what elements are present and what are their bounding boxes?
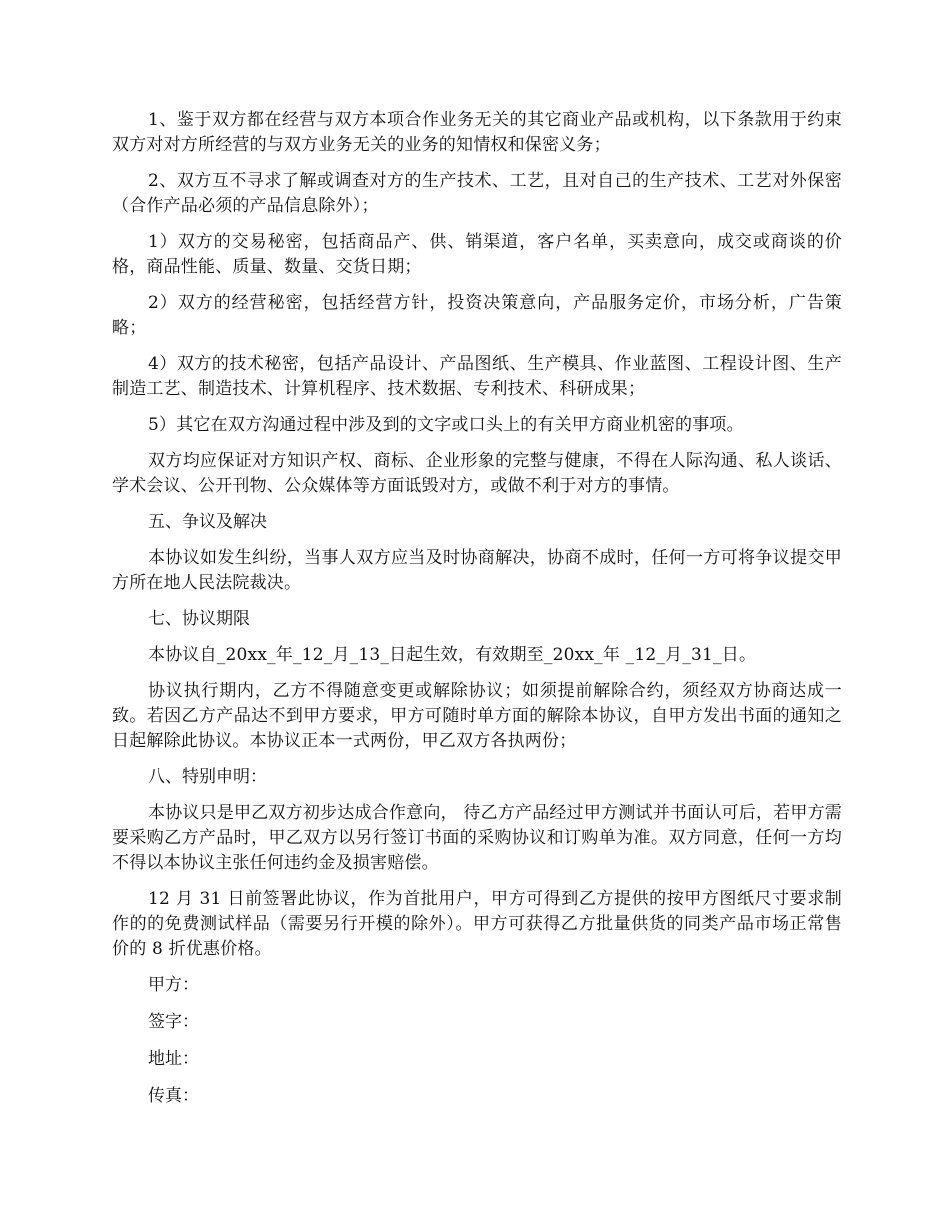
paragraph-technical-secrets: 4）双方的技术秘密，包括产品设计、产品图纸、生产模具、作业蓝图、工程设计图、生产制造工艺、制造技术、计算机程序、技术数据、专利技术、科研成果； bbox=[112, 354, 842, 399]
section-7-text-1: 本协议自_20xx_年_12_月_13_日起生效，有效期至_20xx_年 _12_月_31_日。 bbox=[148, 645, 757, 665]
section-7-title: 七、协议期限 bbox=[148, 609, 250, 629]
paragraph-other-secrets: 5）其它在双方沟通过程中涉及到的文字或口头上的有关甲方商业机密的事项。 bbox=[148, 415, 744, 435]
section-7-text-2: 协议执行期内，乙方不得随意变更或解除协议；如须提前解除合约，须经双方协商达成一致。若因乙方产品达不到甲方要求，甲方可随时单方面的解除本协议，自甲方发出书面的通知之日起解除此协议。本协议正本一式两份，甲乙双方各执两份； bbox=[112, 681, 842, 751]
section-8-text-1: 本协议只是甲乙双方初步达成合作意向， 待乙方产品经过甲方测试并书面认可后，若甲方需要采购乙方产品时，甲乙双方以另行签订书面的采购协议和订购单为准。双方同意，任何一方均不得以本协议主张任何违约金及损害赔偿。 bbox=[112, 803, 842, 873]
section-5-text: 本协议如发生纠纷，当事人双方应当及时协商解决，协商不成时，任何一方可将争议提交甲方所在地人民法院裁决。 bbox=[112, 548, 842, 593]
paragraph-2: 2、双方互不寻求了解或调查对方的生产技术、工艺，且对自己的生产技术、工艺对外保密（合作产品必须的产品信息除外）； bbox=[112, 171, 842, 216]
signature-fax: 传真： bbox=[148, 1086, 199, 1106]
signature-address: 地址： bbox=[148, 1049, 199, 1069]
paragraph-ip-protection: 双方均应保证对方知识产权、商标、企业形象的完整与健康，不得在人际沟通、私人谈话、学术会议、公开刊物、公众媒体等方面诋毁对方，或做不利于对方的事情。 bbox=[112, 451, 842, 496]
section-8-title: 八、特别申明： bbox=[148, 767, 267, 787]
paragraph-1: 1、鉴于双方都在经营与双方本项合作业务无关的其它商业产品或机构，以下条款用于约束双方对对方所经营的与双方业务无关的业务的知情权和保密义务； bbox=[112, 110, 842, 155]
section-8-text-2: 12 月 31 日前签署此协议，作为首批用户，甲方可得到乙方提供的按甲方图纸尺寸要求制作的的免费测试样品（需要另行开模的除外）。甲方可获得乙方批量供货的同类产品市场正常售价的 8 折优惠价格。 bbox=[112, 889, 842, 959]
signature-party-a: 甲方： bbox=[148, 975, 199, 995]
document-body bbox=[112, 108, 842, 1121]
paragraph-business-secrets: 2）双方的经营秘密，包括经营方针，投资决策意向，产品服务定价，市场分析，广告策略； bbox=[112, 293, 842, 338]
paragraph-trade-secrets: 1）双方的交易秘密，包括商品产、供、销渠道，客户名单，买卖意向，成交或商谈的价格，商品性能、质量、数量、交货日期； bbox=[112, 232, 842, 277]
signature-sign: 签字： bbox=[148, 1012, 199, 1032]
section-5-title: 五、争议及解决 bbox=[148, 512, 267, 532]
